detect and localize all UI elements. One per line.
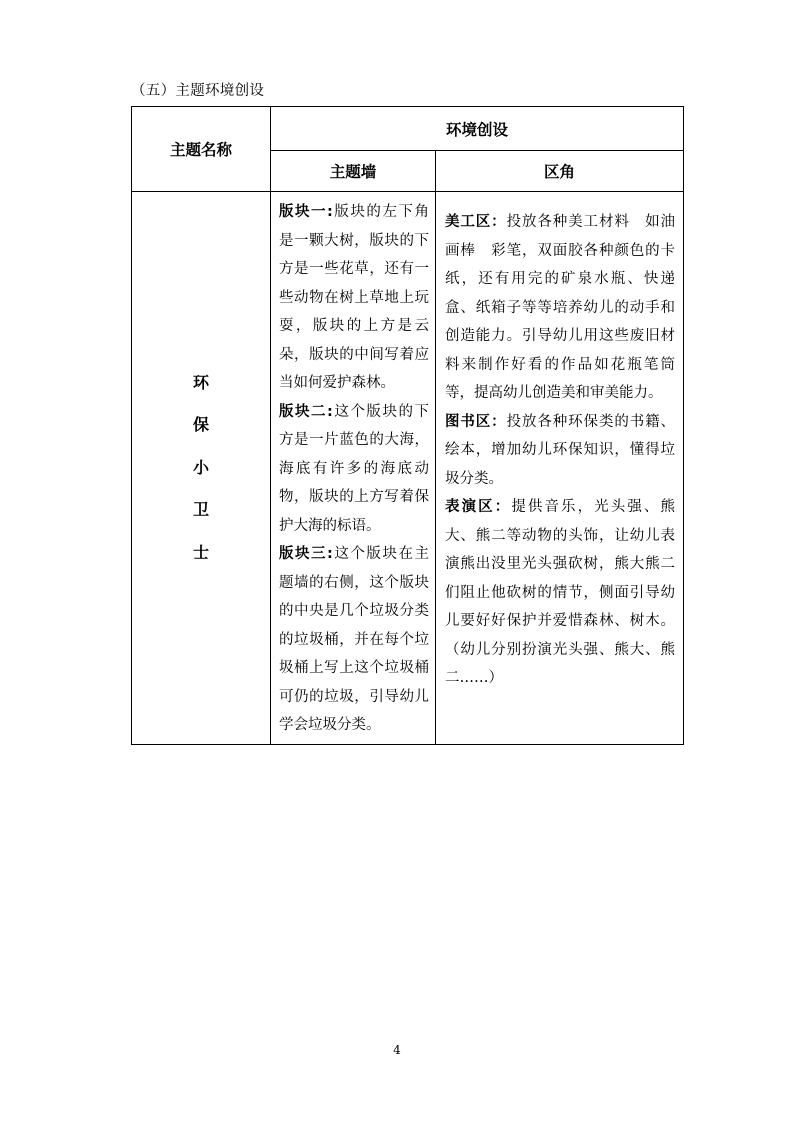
corner-art-area — [445, 208, 675, 408]
theme-wall-panel-1 — [279, 198, 429, 398]
theme-wall-panel-2 — [279, 398, 429, 541]
theme-name-char: 小 — [192, 457, 209, 477]
corner-text: 投放各种美工材料 如油画棒 彩笔，双面胶各种颜色的卡纸，还有用完的矿泉水瓶、快递盒、纸箱子等等培养幼儿的动手和创造能力。引导幼儿用这些废旧材料来制作好看的作品如花瓶笔筒等，提高幼儿创造美和审美能力。 — [445, 214, 676, 401]
panel-label: 版块二: — [279, 403, 333, 420]
theme-wall-header: 主题墙 — [271, 151, 436, 192]
panel-label: 版块一: — [279, 204, 333, 220]
panel-label: 版块三: — [279, 546, 333, 562]
panel-text: 这个版块在主题墙的右侧，这个版块的中央是几个垃圾分类的垃圾桶，并在每个垃圾桶上写上这个垃圾桶可仍的垃圾，引导幼儿学会垃圾分类。 — [279, 546, 429, 733]
theme-name-char: 士 — [192, 542, 209, 562]
corner-header: 区角 — [436, 151, 684, 192]
corner-text: 投放各种环保类的书籍、绘本，增加幼儿环保知识，懂得垃圾分类。 — [445, 413, 676, 487]
panel-text: 版块的左下角是一颗大树，版块的下方是一些花草，还有一些动物在树上草地上玩耍，版块的上方是云朵，版块的中间写着应当如何爱护森林。 — [279, 204, 429, 391]
theme-wall-cell — [271, 192, 436, 745]
theme-wall-panel-3 — [279, 540, 429, 740]
corner-cell — [436, 192, 684, 745]
theme-name-vertical — [132, 362, 270, 575]
corner-label: 图书区： — [445, 413, 507, 430]
section-heading: （五）主题环境创设 — [131, 83, 265, 99]
corner-label: 美工区： — [445, 214, 507, 230]
theme-name-char: 保 — [192, 415, 209, 434]
corner-label: 表演区： — [445, 499, 512, 515]
theme-environment-table — [131, 106, 684, 745]
theme-name-header: 主题名称 — [132, 107, 271, 192]
theme-name-char: 卫 — [192, 500, 209, 519]
page-number: 4 — [393, 1043, 401, 1057]
corner-performance-area — [445, 493, 675, 693]
corner-text: 提供音乐，光头强、熊大、熊二等动物的头饰，让幼儿表演熊出没里光头强砍树，熊大熊二们阻止他砍树的情节，侧面引导幼儿要好好保护并爱惜森林、树木。（幼儿分别扮演光头强、熊大、熊二……） — [445, 499, 676, 686]
corner-book-area — [445, 408, 675, 494]
panel-text: 这个版块的下方是一片蓝色的大海，海底有许多的海底动物，版块的上方写着保护大海的标语。 — [279, 403, 429, 534]
theme-name-char: 环 — [192, 372, 209, 392]
environment-header: 环境创设 — [271, 107, 684, 151]
theme-name-cell — [132, 192, 271, 745]
